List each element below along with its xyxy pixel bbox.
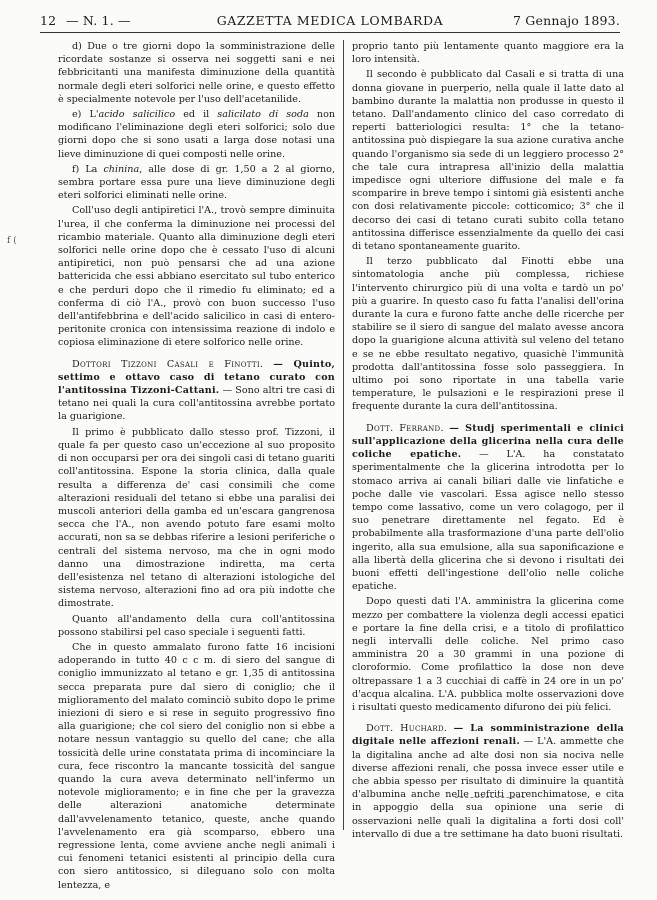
section-digitale: Dott. Huchard. — La somministrazione della digitale nelle affezioni renali. — L'A. ammette che la digitalina anche ad alte dosi non sia nociva nelle diverse affezioni renali, che possa invece esser utile e che abbia spesso per risultato di diminuire la quantità d'albumina anche nelle nefriti parenchimatose, e cita in appoggio della sua opinione una serie di osservazioni nelle quali la digitalina a forti dosi coll' intervallo di due a tre settimane ha dato buoni risultati. (352, 723, 624, 840)
closing-ornament (455, 797, 525, 798)
issue-number: — N. 1. — (66, 13, 131, 28)
paragraph-che: Che in questo ammalato furono fatte 16 incisioni adoperando in tutto 40 c c m. di siero del sangue di coniglio immunizzato al tetano e gr. 1,35 di antitossina secca preparata pure dal siero di coniglio; che il miglioramento del malato cominciò subito dopo le prime iniezioni di siero e si rese in seguito progressivo fino alla guarigione; che col siero del coniglio non si ebbe a notare nessun vantaggio su quello del cane; che alla tossicità delle urine constatata prima di incominciare la cura, fece riscontro la mancante tossicità del sangue quando la cura aveva determinato nell'infermo un notevole miglioramento; e in fine che per la gravezza delle alterazioni anatomiche determinate dall'avvelenamento tetanico, queste, anche quando l'avvelenamento era già scomparso, ebbero una regressione lenta, come avviene anche negli animali i cui fenomeni tetanici esistenti al principio della cura con siero antitossico, si dileguano solo con molta lentezza, e (58, 641, 335, 891)
column-divider (343, 40, 344, 830)
paragraph-terzo: Il terzo pubblicato dal Finotti ebbe una sintomatologia anche più complessa, richiese l'intervento chirurgico più di una volta e tardò un po' più a guarire. In questo caso fu fatta l'analisi dell'orina durante la cura e furono fatte anche delle ricerche per stabilire se il siero di sangue del malato avesse ancora dopo la guarigione alcuna attività sul veleno del tetano e se ne ebbe resultato negativo, quasichè l'immunità prodotta dall'antitossina fosse solo passeggiera. In ultimo poi sono riportate in una tabella varie temperature, le pulsazioni e le respirazioni prese il frequente durante la cura dell'antitossina. (352, 256, 624, 413)
section-authors: Dottori Tizzoni Casali e Finotti. (72, 358, 264, 370)
paragraph-secondo: Il secondo è pubblicato dal Casali e si tratta di una donna giovane in puerperio, nella quale il latte dato al bambino durante la malattia non produsse in questo il tetano. Dall'andamento clinico del caso corredato di reperti batteriologici resulta: 1° che la tetano-antitossina può dispiegare la sua azione curativa anche quando l'organismo sia sede di un leggiero processo 2° che tale cura intrapresa all'inizio della malattia impedisce ogni ulteriore diffusione del male e fa scomparire in breve tempo i sintomi già esistenti anche con dosi relativamente piccole: cotticomico; 3° che il decorso dei casi di tetano curati subito colla tetano antitossina differisce essenzialmente da quello dei casi di tetano spontaneamente guarito. (352, 69, 624, 253)
page-number: 12 (40, 13, 57, 28)
paragraph-dopo: Dopo questi dati l'A. amministra la glicerina come mezzo per combattere la violenza degli accessi epatici e portare la fine della crisi, e a titolo di profilattico negli intervalli delle coliche. Nel primo caso amministra 20 a 30 grammi in una pozione di cloroformio. Come profilattico la dose non deve oltrepassare 1 a 3 cucchiai di caffè in 24 ore in un po' d'acqua alcalina. L'A. pubblica molte osservazioni dove i risultati questo medicamento difurono dei più felici. (352, 596, 624, 713)
paragraph-quanto: Quanto all'andamento della cura coll'antitossina possono stabilirsi pel caso speciale i seguenti fatti. (58, 613, 335, 638)
section-tetano: Dottori Tizzoni Casali e Finotti. — Quinto, settimo e ottavo caso di tetano curato con l'antitossina Tizzoni-Cattani. — Sono altri tre casi di tetano nei quali la cura coll'antitossina avrebbe portato la guarigione. (58, 358, 336, 423)
paragraph-continuation: proprio tanto più lentamente quanto maggiore era la loro intensità. (352, 41, 624, 66)
margin-mark: f ( (7, 236, 17, 246)
right-column (352, 40, 624, 870)
section-glicerina: Dott. Ferrand. — Studj sperimentali e clinici sull'applicazione della glicerina nella cura delle coliche epatiche. — L'A. ha constatato sperimentalmente che la glicerina introdotta per lo stomaco arriva ai canali biliari dalle vie linfatiche e poche dalle vie vascolari. Essa agisce nello stesso tempo come lassativo, come un vero colagogo, per il suo penetrare direttamente nel fegato. Ed è probabilmente alla trasformazione d'una parte dell'olio ingerito, alla sua emulsione, alla sua saponificazione e alla libertà della glicerina che si devono i risultati dei buoni effetti dell'ingestione dell'olio nelle coliche epatiche. (352, 422, 624, 593)
paragraph-f: f) La chinina, alle dose di gr. 1,50 a 2 al giorno, sembra portare essa pure una lieve diminuzione degli eteri solforici eliminati nelle orine. (58, 163, 336, 202)
section-author: Dott. Ferrand. (366, 422, 444, 434)
paragraph-d: d) Due o tre giorni dopo la somministrazione delle ricordate sostanze si osserva nei soggetti sani e nei febbricitanti una manifesta diminuzione della quantità normale degli eteri solforici nelle orine, e questo effetto è specialmente notevole per l'uso dell'acetanilide. (58, 41, 335, 105)
issue-date: 7 Gennajo 1893. (512, 13, 620, 28)
section-title: — Studj sperimentali e clinici sull'applicazione della glicerina nella cura delle coliche epatiche. (352, 422, 624, 461)
paragraph-primo: Il primo è pubblicato dallo stesso prof. Tizzoni, il quale fa per questo caso un'eccezione al suo proposito di non occuparsi per ora dei singoli casi di tetano guariti coll'antitossina. Espone la storia clinica, dalla quale resulta a differenza de' casi consimili che come alterazioni residuali del tetano si ebbe una paralisi dei muscoli anteriori della gamba ed un'escara gangrenosa secca che l'A., non avendo potuto fare esami molto accurati, non sa se debbas riferire a lesioni periferiche o centrali del sistema nervoso, ma che in ogni modo danno una dimostrazione indiretta, ma certa dell'esistenza nel tetano di alterazioni istologiche del sistema nervoso, alterazioni fino ad ora più indotte che dimostrate. (58, 426, 335, 610)
section-title: — La somministrazione della digitale nelle affezioni renali. (352, 723, 624, 748)
paragraph-e: e) L'acido salicilico ed il salicilato di soda non modificano l'eliminazione degli eteri solforici; solo due giorni dopo che si sono usati a larga dose notasi una lieve diminuzione di quei composti nelle orine. (58, 109, 336, 160)
section-title: — Quinto, settimo e ottavo caso di tetano curato con l'antitossina Tizzoni-Cattani. (58, 358, 335, 397)
left-column (58, 40, 336, 891)
section-author: Dott. Huchard. (366, 723, 448, 735)
header-rule (40, 32, 620, 33)
paragraph-antipiretici: Coll'uso degli antipiretici l'A., trovò sempre diminuita l'urea, il che conferma la diminuzione nei processi del ricambio materiale. Quanto alla diminuzione degli eteri solforici nelle orine dopo che è cessato l'uso di alcuni antipiretici, non può pensarsi che ad una azione battericida che essi abbiano esercitato sul tubo enterico e che perduri dopo che il rimedio fu eliminato; ed a conferma di ciò l'A., provò con buon successo l'uso dell'antifebbrina e dell'acido salicilico in casi di entero-peritonite cronica con intensissima reazione di indolo e copiosa eliminazione di etere solforico nelle orine. (58, 205, 335, 349)
journal-title: GAZZETTA MEDICA LOMBARDA (216, 13, 444, 28)
